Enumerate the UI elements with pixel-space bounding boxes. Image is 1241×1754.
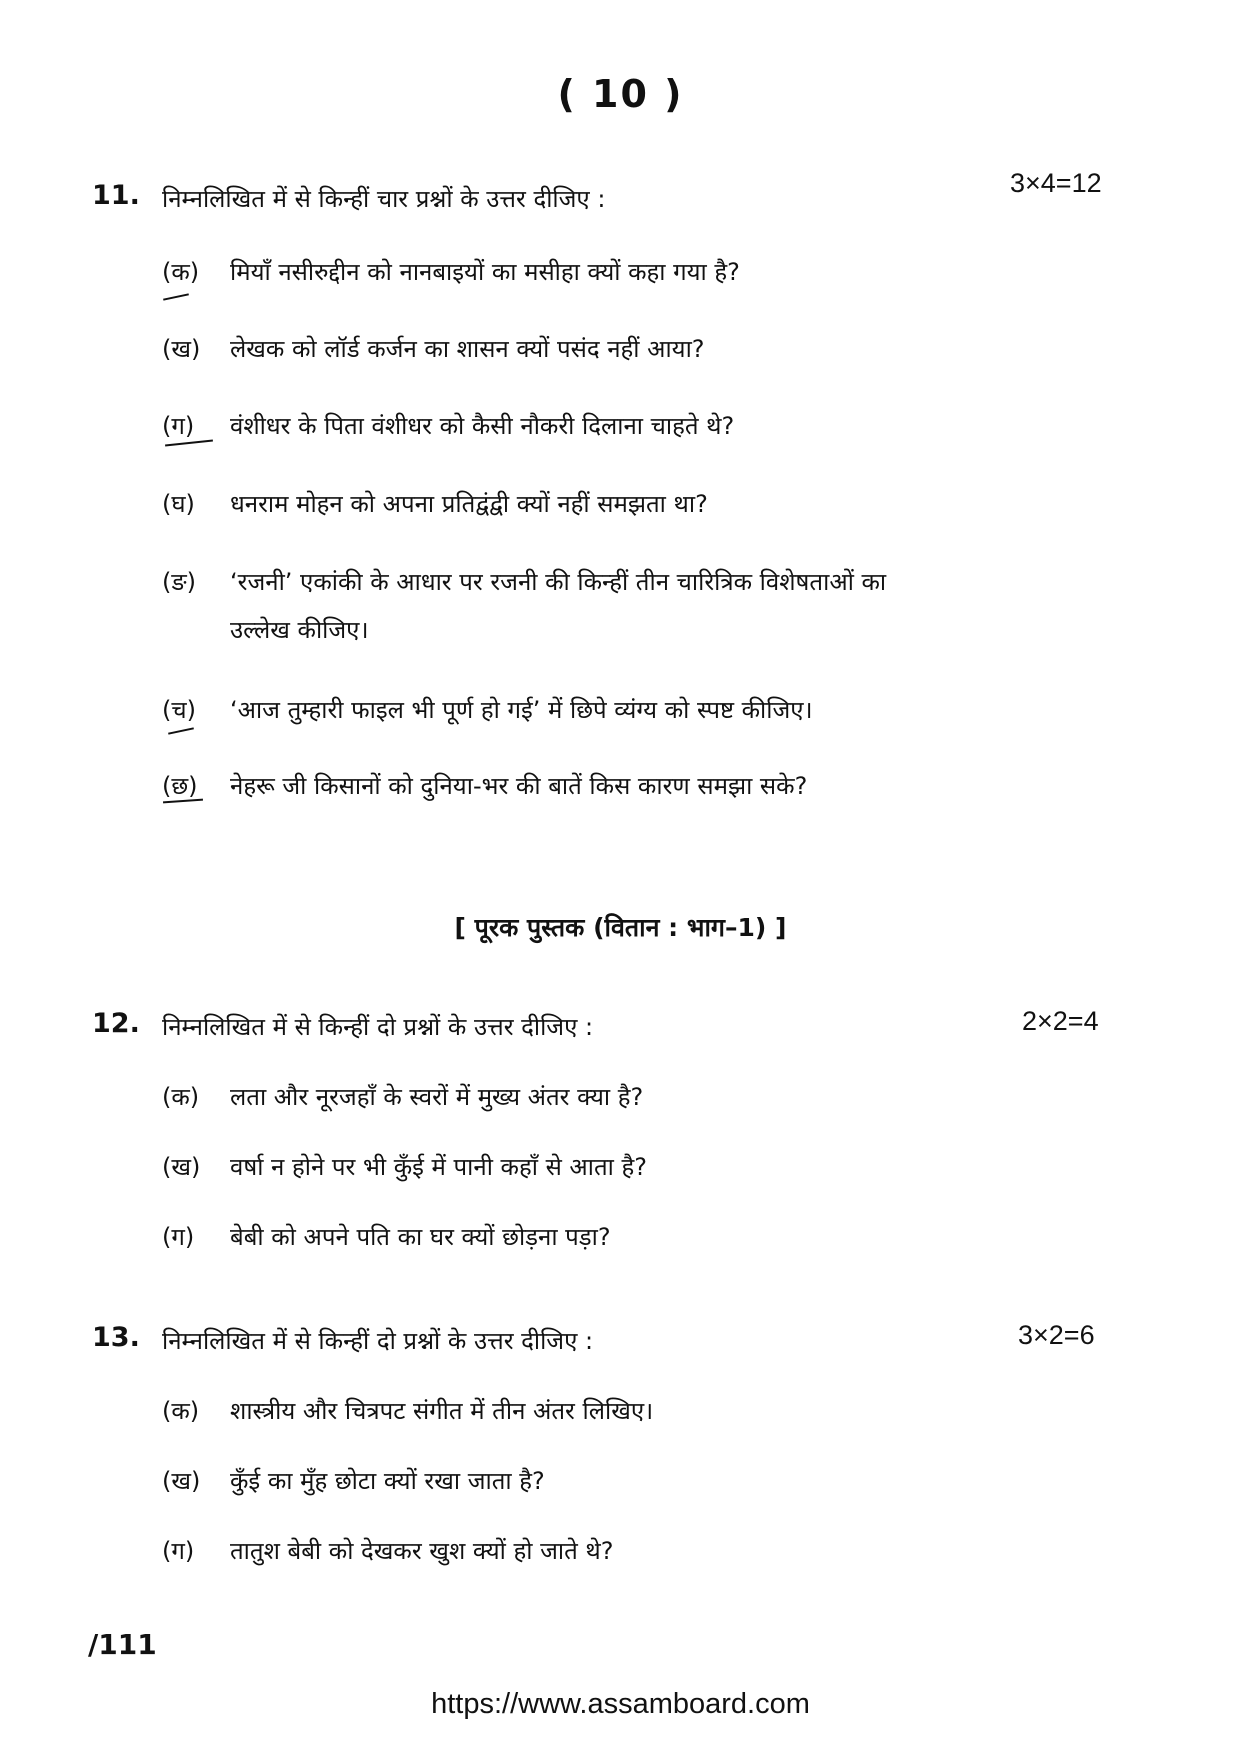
item-label: (क) [162,1083,200,1111]
question-12-number: 12. [92,1008,140,1039]
question-11-prompt: निम्नलिखित में से किन्हीं चार प्रश्नों के उत्तर दीजिए : [162,185,606,213]
question-13-prompt: निम्नलिखित में से किन्हीं दो प्रश्नों के उत्तर दीजिए : [162,1327,594,1355]
list-item [162,1073,643,1121]
item-text: वंशीधर के पिता वंशीधर को कैसी नौकरी दिलाना चाहते थे? [230,412,735,440]
list-item [162,1143,647,1191]
source-url[interactable]: https://www.assamboard.com [431,1688,810,1720]
item-text: वर्षा न होने पर भी कुँई में पानी कहाँ से आता है? [230,1153,647,1181]
question-12-marks: 2×2=4 [1022,1006,1099,1036]
item-label: (ग) [162,412,195,440]
item-label: (ख) [162,1153,201,1181]
question-12-prompt: निम्नलिखित में से किन्हीं दो प्रश्नों के उत्तर दीजिए : [162,1013,594,1041]
item-text: धनराम मोहन को अपना प्रतिद्वंद्वी क्यों नहीं समझता था? [230,490,708,518]
list-item [162,762,807,810]
item-text: लेखक को लॉर्ड कर्जन का शासन क्यों पसंद नहीं आया? [230,335,705,363]
item-text: ‘आज तुम्हारी फाइल भी पूर्ण हो गई’ में छिपे व्यंग्य को स्पष्ट कीजिए। [230,696,813,724]
section-title: [ पूरक पुस्तक (वितान : भाग–1) ] [454,913,787,942]
item-text: शास्त्रीय और चित्रपट संगीत में तीन अंतर लिखिए। [230,1397,654,1425]
item-label: (घ) [162,490,195,518]
list-item [162,402,734,450]
item-label: (ग) [162,1537,195,1565]
item-text-continued: उल्लेख कीजिए। [230,616,369,644]
list-item [162,558,886,606]
item-label: (ख) [162,335,201,363]
item-text: लता और नूरजहाँ के स्वरों में मुख्य अंतर क्या है? [230,1083,644,1111]
list-item [162,686,813,734]
item-text: मियाँ नसीरुद्दीन को नानबाइयों का मसीहा क्यों कहा गया है? [230,258,740,286]
item-label: (च) [162,696,196,724]
paper-code: /111 [88,1628,157,1661]
list-item [162,1457,545,1505]
item-label: (ग) [162,1223,195,1251]
list-item [162,1387,653,1435]
item-text: कुँई का मुँह छोटा क्यों रखा जाता है? [230,1467,545,1495]
item-text: तातुश बेबी को देखकर खुश क्यों हो जाते थे? [230,1537,614,1565]
item-label: (क) [162,258,200,286]
item-label: (ङ) [162,568,197,596]
item-text: नेहरू जी किसानों को दुनिया-भर की बातें किस कारण समझा सके? [230,772,808,800]
question-11-marks: 3×4=12 [1010,168,1102,198]
list-item [162,1213,611,1261]
list-item [162,1527,614,1575]
question-13-number: 13. [92,1322,140,1353]
item-label: (क) [162,1397,200,1425]
list-item [162,248,740,296]
list-item [162,325,705,373]
list-item [162,480,708,528]
page-number: ( 10 ) [557,72,684,116]
item-label: (ख) [162,1467,201,1495]
item-text: बेबी को अपने पति का घर क्यों छोड़ना पड़ा? [230,1223,611,1251]
question-11-number: 11. [92,180,140,211]
question-13-marks: 3×2=6 [1018,1320,1095,1350]
item-label: (छ) [162,772,198,800]
item-text: ‘रजनी’ एकांकी के आधार पर रजनी की किन्हीं तीन चारित्रिक विशेषताओं का [230,568,887,596]
